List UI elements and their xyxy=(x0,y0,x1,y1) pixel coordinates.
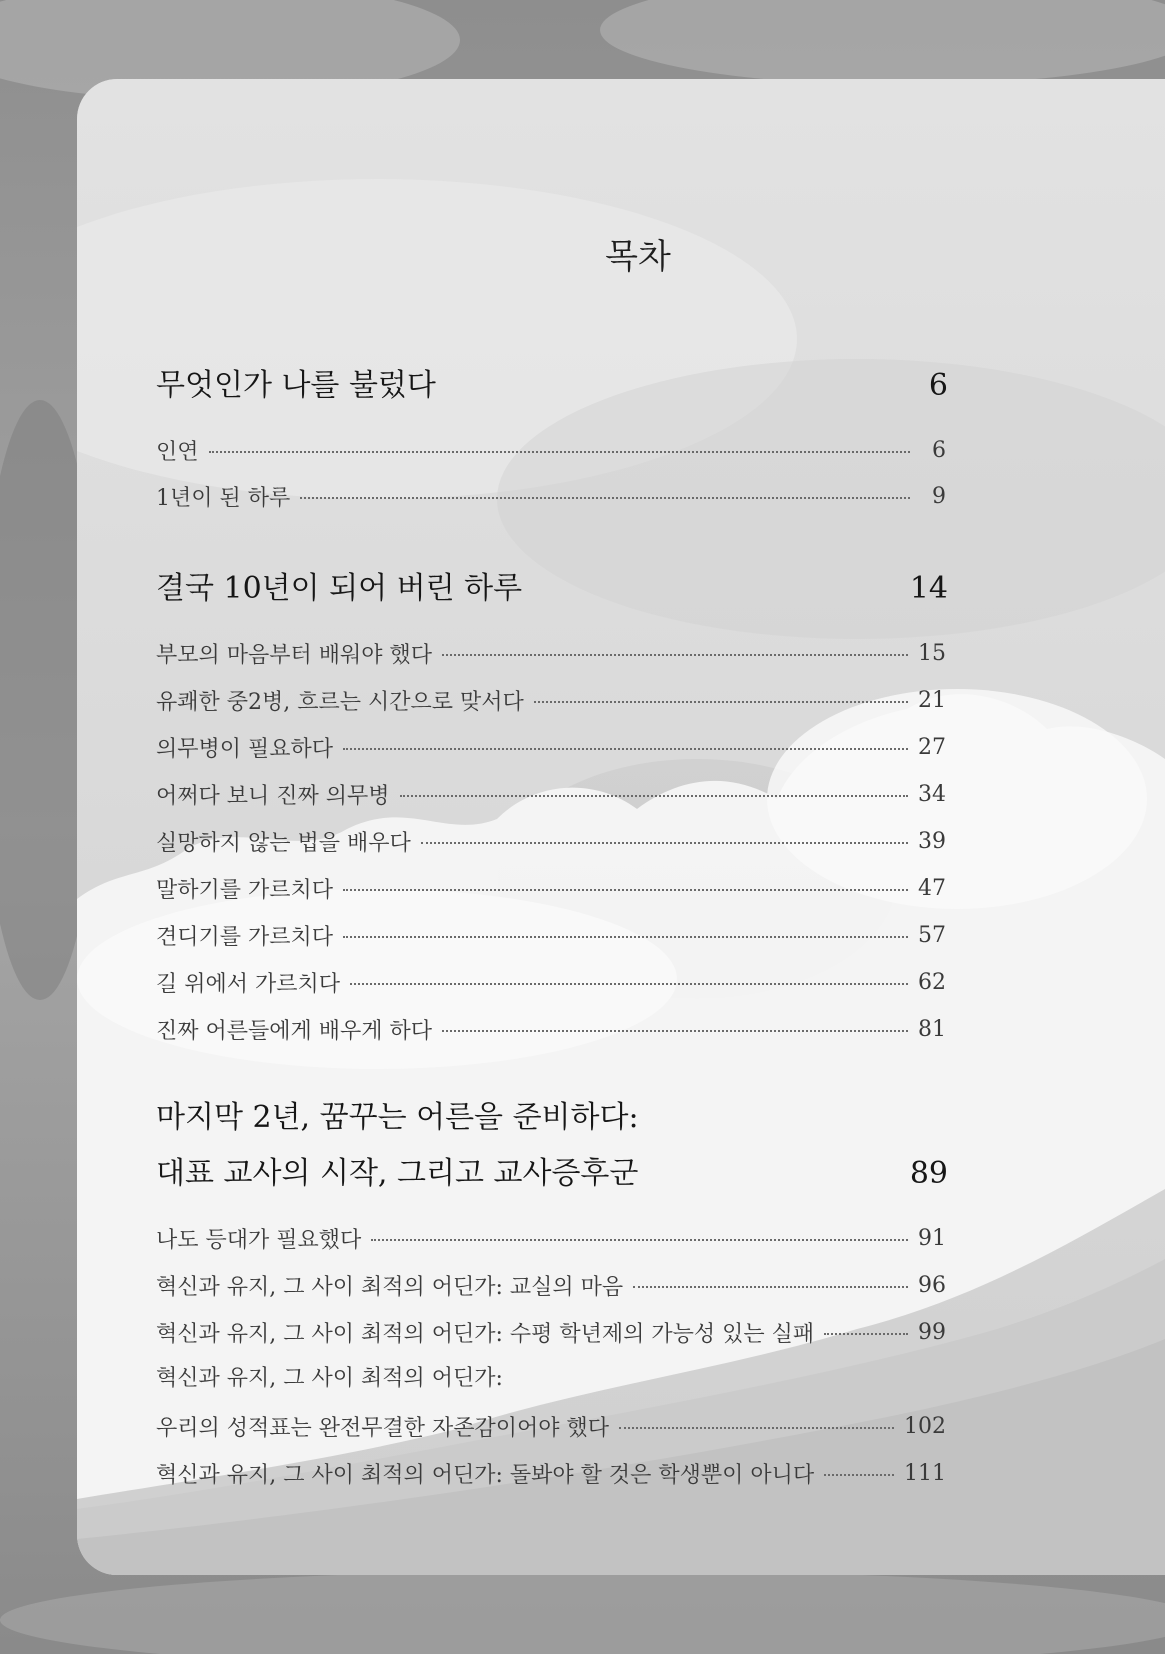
entry-page-number: 81 xyxy=(918,1016,946,1042)
entry-title: 인연 xyxy=(156,439,199,465)
entry-title: 의무병이 필요하다 xyxy=(156,736,334,762)
dot-leader xyxy=(534,701,908,703)
entry-page-number: 39 xyxy=(918,828,946,854)
chapter-heading[interactable] xyxy=(156,358,948,414)
dot-leader xyxy=(824,1474,894,1476)
entry-title: 혁신과 유지, 그 사이 최적의 어딘가: 돌봐야 할 것은 학생뿐이 아니다 xyxy=(156,1462,815,1488)
dot-leader xyxy=(371,1239,908,1241)
toc-entry[interactable] xyxy=(156,1404,946,1448)
toc-heading: 목차 xyxy=(605,237,671,277)
chapter-page-number: 14 xyxy=(909,571,948,606)
toc-entry[interactable] xyxy=(156,631,946,675)
entry-title: 나도 등대가 필요했다 xyxy=(156,1227,362,1253)
entry-page-number: 34 xyxy=(918,781,946,807)
toc-entry[interactable] xyxy=(156,1451,946,1495)
entry-title: 어쩌다 보니 진짜 의무병 xyxy=(156,783,390,809)
entry-page-number: 96 xyxy=(918,1272,946,1298)
entry-page-number: 27 xyxy=(918,734,946,760)
entry-page-number: 9 xyxy=(932,483,946,509)
dot-leader xyxy=(400,795,908,797)
chapter-page-number: 6 xyxy=(928,368,948,403)
entry-title: 혁신과 유지, 그 사이 최적의 어딘가: 교실의 마음 xyxy=(156,1274,624,1300)
entry-page-number: 102 xyxy=(904,1413,946,1439)
dot-leader xyxy=(442,1030,908,1032)
toc-entry[interactable] xyxy=(156,960,946,1004)
entry-page-number: 6 xyxy=(932,437,946,463)
dot-leader xyxy=(343,748,908,750)
dot-leader xyxy=(343,889,908,891)
entry-title: 말하기를 가르치다 xyxy=(156,877,334,903)
entry-page-number: 21 xyxy=(918,687,946,713)
entry-page-number: 57 xyxy=(918,922,946,948)
entry-page-number: 47 xyxy=(918,875,946,901)
entry-page-number: 62 xyxy=(918,969,946,995)
chapter-title-line2: 대표 교사의 시작, 그리고 교사증후군 xyxy=(156,1156,639,1191)
entry-title: 1년이 된 하루 xyxy=(156,485,291,511)
entry-title: 진짜 어른들에게 배우게 하다 xyxy=(156,1018,433,1044)
dot-leader xyxy=(824,1333,908,1335)
dot-leader xyxy=(421,842,908,844)
entry-title: 혁신과 유지, 그 사이 최적의 어딘가: 수평 학년제의 가능성 있는 실패 xyxy=(156,1321,815,1347)
toc-entry[interactable] xyxy=(156,474,946,518)
dot-leader xyxy=(300,497,910,499)
toc-entry[interactable] xyxy=(156,725,946,769)
toc-entry[interactable] xyxy=(156,819,946,863)
dot-leader xyxy=(442,654,908,656)
entry-page-number: 99 xyxy=(918,1319,946,1345)
chapter-title: 무엇인가 나를 불렀다 xyxy=(156,368,436,403)
entry-title: 길 위에서 가르치다 xyxy=(156,971,341,997)
toc-entry[interactable] xyxy=(156,1310,946,1354)
toc-entry[interactable] xyxy=(156,913,946,957)
entry-title: 유쾌한 중2병, 흐르는 시간으로 맞서다 xyxy=(156,689,524,715)
toc-entry[interactable] xyxy=(156,678,946,722)
toc-entry[interactable] xyxy=(156,1007,946,1051)
dot-leader xyxy=(343,936,908,938)
entry-title: 부모의 마음부터 배워야 했다 xyxy=(156,642,433,668)
chapter-heading[interactable] xyxy=(156,1090,948,1202)
entry-title: 실망하지 않는 법을 배우다 xyxy=(156,830,411,856)
toc-entry[interactable] xyxy=(156,1216,946,1260)
entry-title: 우리의 성적표는 완전무결한 자존감이어야 했다 xyxy=(156,1415,610,1441)
chapter-title-line1: 마지막 2년, 꿈꾸는 어른을 준비하다: xyxy=(156,1100,639,1135)
toc-entry[interactable] xyxy=(156,1263,946,1307)
chapter-title: 결국 10년이 되어 버린 하루 xyxy=(156,571,523,606)
toc-entry[interactable] xyxy=(156,428,946,472)
chapter-page-number: 89 xyxy=(909,1156,948,1191)
toc-entry[interactable] xyxy=(156,866,946,910)
dot-leader xyxy=(633,1286,908,1288)
toc-entry[interactable] xyxy=(156,772,946,816)
dot-leader xyxy=(209,451,910,453)
chapter-heading[interactable] xyxy=(156,561,948,617)
toc-entry-continuation[interactable]: 혁신과 유지, 그 사이 최적의 어딘가: xyxy=(156,1366,503,1391)
entry-page-number: 111 xyxy=(904,1460,946,1486)
entry-page-number: 15 xyxy=(918,640,946,666)
entry-title: 견디기를 가르치다 xyxy=(156,924,334,950)
dot-leader xyxy=(619,1427,894,1429)
entry-page-number: 91 xyxy=(918,1225,946,1251)
dot-leader xyxy=(350,983,908,985)
